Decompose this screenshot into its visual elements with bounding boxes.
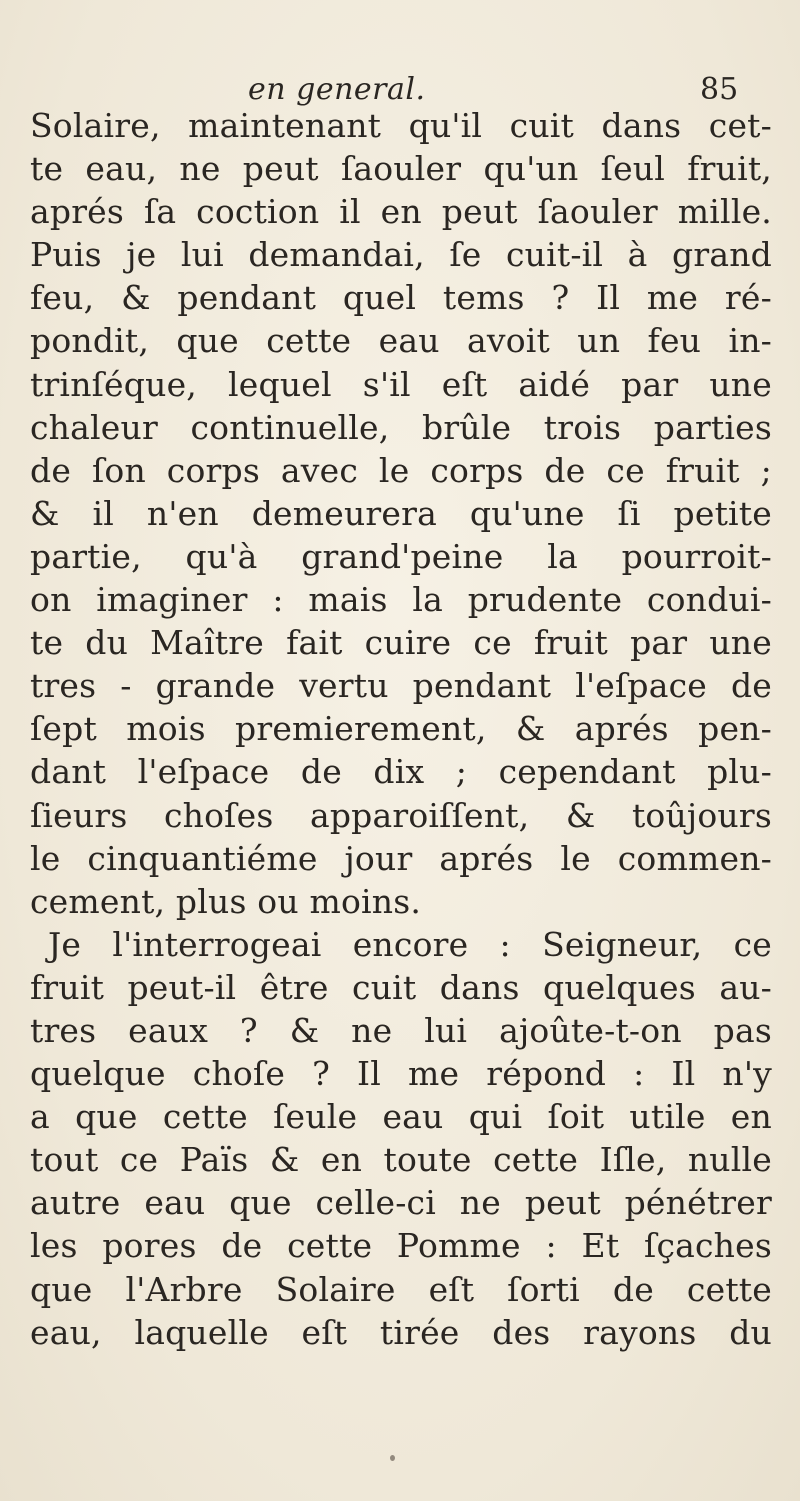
text-line: tres eaux ? & ne lui ajoûte-t-on pas: [30, 1010, 772, 1050]
text-line: eau, laquelle eſt tirée des rayons du: [30, 1312, 772, 1352]
text-line: Je l'interrogeai encore : Seigneur, ce: [48, 924, 772, 964]
text-line: feu, & pendant quel tems ? Il me ré-: [30, 278, 772, 318]
text-line: autre eau que celle-ci ne peut pénétrer: [30, 1183, 772, 1223]
text-line: aprés ſa coction il en peut ſaouler mille.: [30, 192, 772, 232]
ink-spot: [390, 1455, 395, 1461]
text-line: tres - grande vertu pendant l'eſpace de: [30, 666, 772, 706]
text-line: cement, plus ou moins.: [30, 881, 422, 921]
text-line: que l'Arbre Solaire eſt ſorti de cette: [30, 1269, 772, 1309]
text-line: te du Maître fait cuire ce fruit par une: [30, 623, 772, 663]
text-line: & il n'en demeurera qu'une ſi petite: [30, 493, 772, 533]
text-line: ſieurs choſes apparoiſſent, & toûjours: [30, 795, 772, 835]
text-line: fruit peut-il être cuit dans quelques au-: [30, 967, 772, 1007]
text-line: on imaginer : mais la prudente condui-: [30, 580, 772, 620]
text-line: dant l'eſpace de dix ; cependant plu-: [30, 752, 772, 792]
text-line: ſept mois premierement, & aprés pen-: [30, 709, 772, 749]
body-text: [30, 104, 772, 1354]
text-line: les pores de cette Pomme : Et ſçaches: [30, 1226, 772, 1266]
text-line: pondit, que cette eau avoit un feu in-: [30, 321, 772, 361]
page-number: 85: [700, 72, 739, 107]
running-title: en general.: [248, 72, 426, 107]
text-line: Puis je lui demandai, ſe cuit-il à grand: [30, 235, 772, 275]
text-line: quelque choſe ? Il me répond : Il n'y: [30, 1054, 772, 1094]
text-line: de ſon corps avec le corps de ce fruit ;: [30, 450, 772, 490]
text-line: Solaire, maintenant qu'il cuit dans cet-: [30, 106, 772, 145]
text-line: chaleur continuelle, brûle trois parties: [30, 407, 772, 447]
text-line: tout ce Païs & en toute cette Iſle, nulle: [30, 1140, 772, 1180]
text-line: trinſéque, lequel s'il eſt aidé par une: [30, 364, 772, 404]
text-line: le cinquantiéme jour aprés le commen-: [30, 838, 772, 878]
text-line: a que cette ſeule eau qui ſoit utile en: [30, 1097, 772, 1137]
text-line: te eau, ne peut ſaouler qu'un ſeul fruit,: [30, 149, 772, 189]
text-line: partie, qu'à grand'peine la pourroit-: [30, 536, 772, 576]
